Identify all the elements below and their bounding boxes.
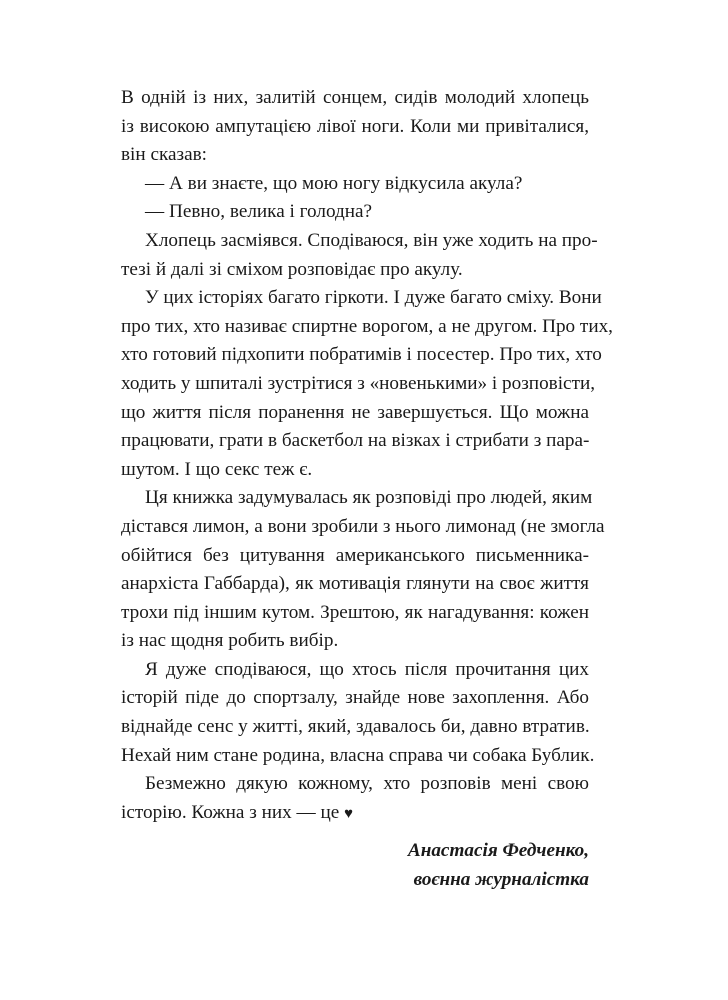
paragraph — [121, 484, 605, 656]
signature — [121, 836, 589, 894]
paragraph — [121, 198, 589, 227]
page-body — [121, 84, 613, 894]
text-line: Безмежно дякую кожному, хто розповів мені свою — [145, 773, 589, 795]
paragraph — [121, 656, 595, 770]
text-line: обійтися без цитування американського письменника- — [121, 544, 589, 566]
text-line: ходить у шпиталі зустрітися з «новенькими» і розповісти, — [121, 372, 596, 394]
text-line: із високою ампутацією лівої ноги. Коли ми привіталися, — [121, 115, 589, 137]
signature-role: воєнна журналістка — [413, 869, 589, 891]
signature-name: Анастасія Федченко, — [407, 840, 589, 862]
text-line: Я дуже сподіваюся, що хтось після прочитання цих — [145, 658, 589, 680]
text-line: із нас щодня робить вибір. — [121, 630, 339, 652]
text-line: — Певно, велика і голодна? — [145, 201, 373, 223]
text-line: що життя після поранення не завершується. Що можна — [121, 401, 589, 423]
paragraph — [121, 84, 589, 170]
paragraph — [121, 170, 589, 199]
text-line: Хлопець засміявся. Сподіваюся, він уже ходить на про- — [145, 229, 598, 251]
text-line: шутом. І що секс теж є. — [121, 458, 313, 480]
text-line: історій піде до спортзалу, знайде нове захоплення. Або — [121, 687, 589, 709]
text-line: працювати, грати в баскетбол на візках і стрибати з пара- — [121, 430, 590, 452]
text-line: тезі й далі зі сміхом розповідає про акулу. — [121, 258, 463, 280]
text-line: він сказав: — [121, 144, 208, 166]
text-line: — А ви знаєте, що мою ногу відкусила акула? — [145, 172, 523, 194]
heart-icon: ♥ — [344, 805, 353, 822]
text-line: про тих, хто називає спиртне ворогом, а не другом. Про тих, — [121, 315, 613, 337]
paragraph — [121, 284, 613, 484]
text-body — [121, 84, 613, 828]
text-line: В одній із них, залитій сонцем, сидів молодий хлопець — [121, 87, 589, 108]
text-line: У цих історіях багато гіркоти. І дуже багато сміху. Вони — [145, 287, 602, 309]
text-line: історію. Кожна з них — це ♥ — [121, 801, 353, 823]
text-line: хто готовий підхопити побратимів і посестер. Про тих, хто — [121, 344, 602, 366]
text-line: Ця книжка задумувалась як розповіді про людей, яким — [145, 487, 593, 509]
text-line: віднайде сенс у житті, який, здавалось би, давно втратив. — [121, 716, 590, 738]
paragraph — [121, 770, 589, 828]
text-line: Нехай ним стане родина, власна справа чи собака Бублик. — [121, 744, 595, 766]
text-line: анархіста Габбарда), як мотивація глянути на своє життя — [121, 573, 589, 595]
paragraph — [121, 227, 598, 284]
text-line: трохи під іншим кутом. Зрештою, як нагадування: кожен — [121, 601, 589, 623]
text-line: дістався лимон, а вони зробили з нього лимонад (не змогла — [121, 515, 605, 537]
